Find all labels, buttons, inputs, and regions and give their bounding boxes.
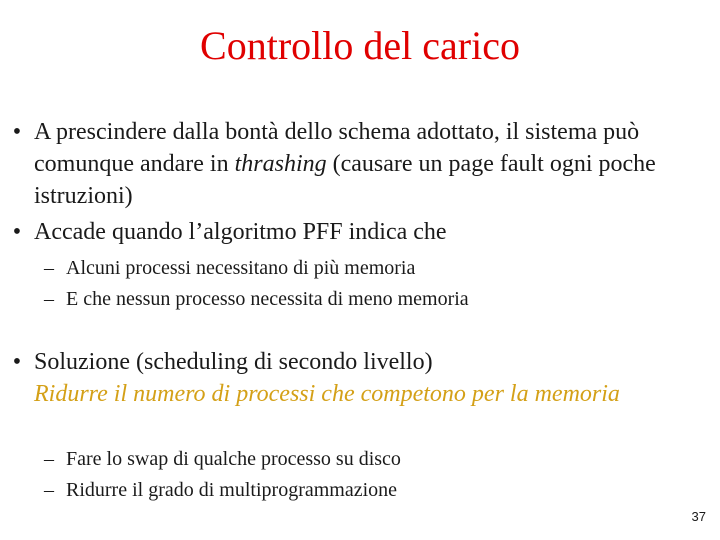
page-number: 37 <box>691 509 706 524</box>
bullet-marker: • <box>12 219 22 245</box>
bullet-marker: • <box>12 119 22 145</box>
bullet-text-pre: A prescindere dalla bontà dello schema adottato, il sistema può comunque andare in <box>34 119 640 177</box>
bullet-text <box>34 116 706 212</box>
bullet-text: Accade quando l’algoritmo PFF indica che <box>34 219 447 245</box>
bullet-text-post: (causare un page fault ogni poche istruzioni) <box>34 151 656 209</box>
sub-bullet-item <box>44 475 684 505</box>
bullet-thrashing <box>6 116 706 212</box>
bullet-text-emphasis: thrashing <box>234 151 327 177</box>
bullet-pff <box>6 216 706 248</box>
sub-bullet-item <box>44 253 684 283</box>
dash-marker: – <box>44 288 54 310</box>
highlight-text: Ridurre il numero di processi che competono per la memoria <box>34 381 620 407</box>
dash-marker: – <box>44 448 54 470</box>
dash-marker: – <box>44 257 54 279</box>
bullet-text-main: Soluzione (scheduling di secondo livello) <box>34 349 433 375</box>
sub-bullet-item <box>44 284 684 314</box>
sub-bullet-text: Ridurre il grado di multiprogrammazione <box>66 479 398 501</box>
dash-marker: – <box>44 479 54 501</box>
sub-bullet-text: Fare lo swap di qualche processo su disco <box>66 448 401 470</box>
bullet-soluzione <box>6 346 706 410</box>
sub-bullet-item <box>44 444 684 474</box>
bullet-marker: • <box>12 349 22 375</box>
bullet-text <box>34 346 706 410</box>
slide-title: Controllo del carico <box>200 23 520 68</box>
sub-bullet-text: E che nessun processo necessita di meno memoria <box>66 288 469 310</box>
sub-bullet-text: Alcuni processi necessitano di più memoria <box>66 257 416 279</box>
